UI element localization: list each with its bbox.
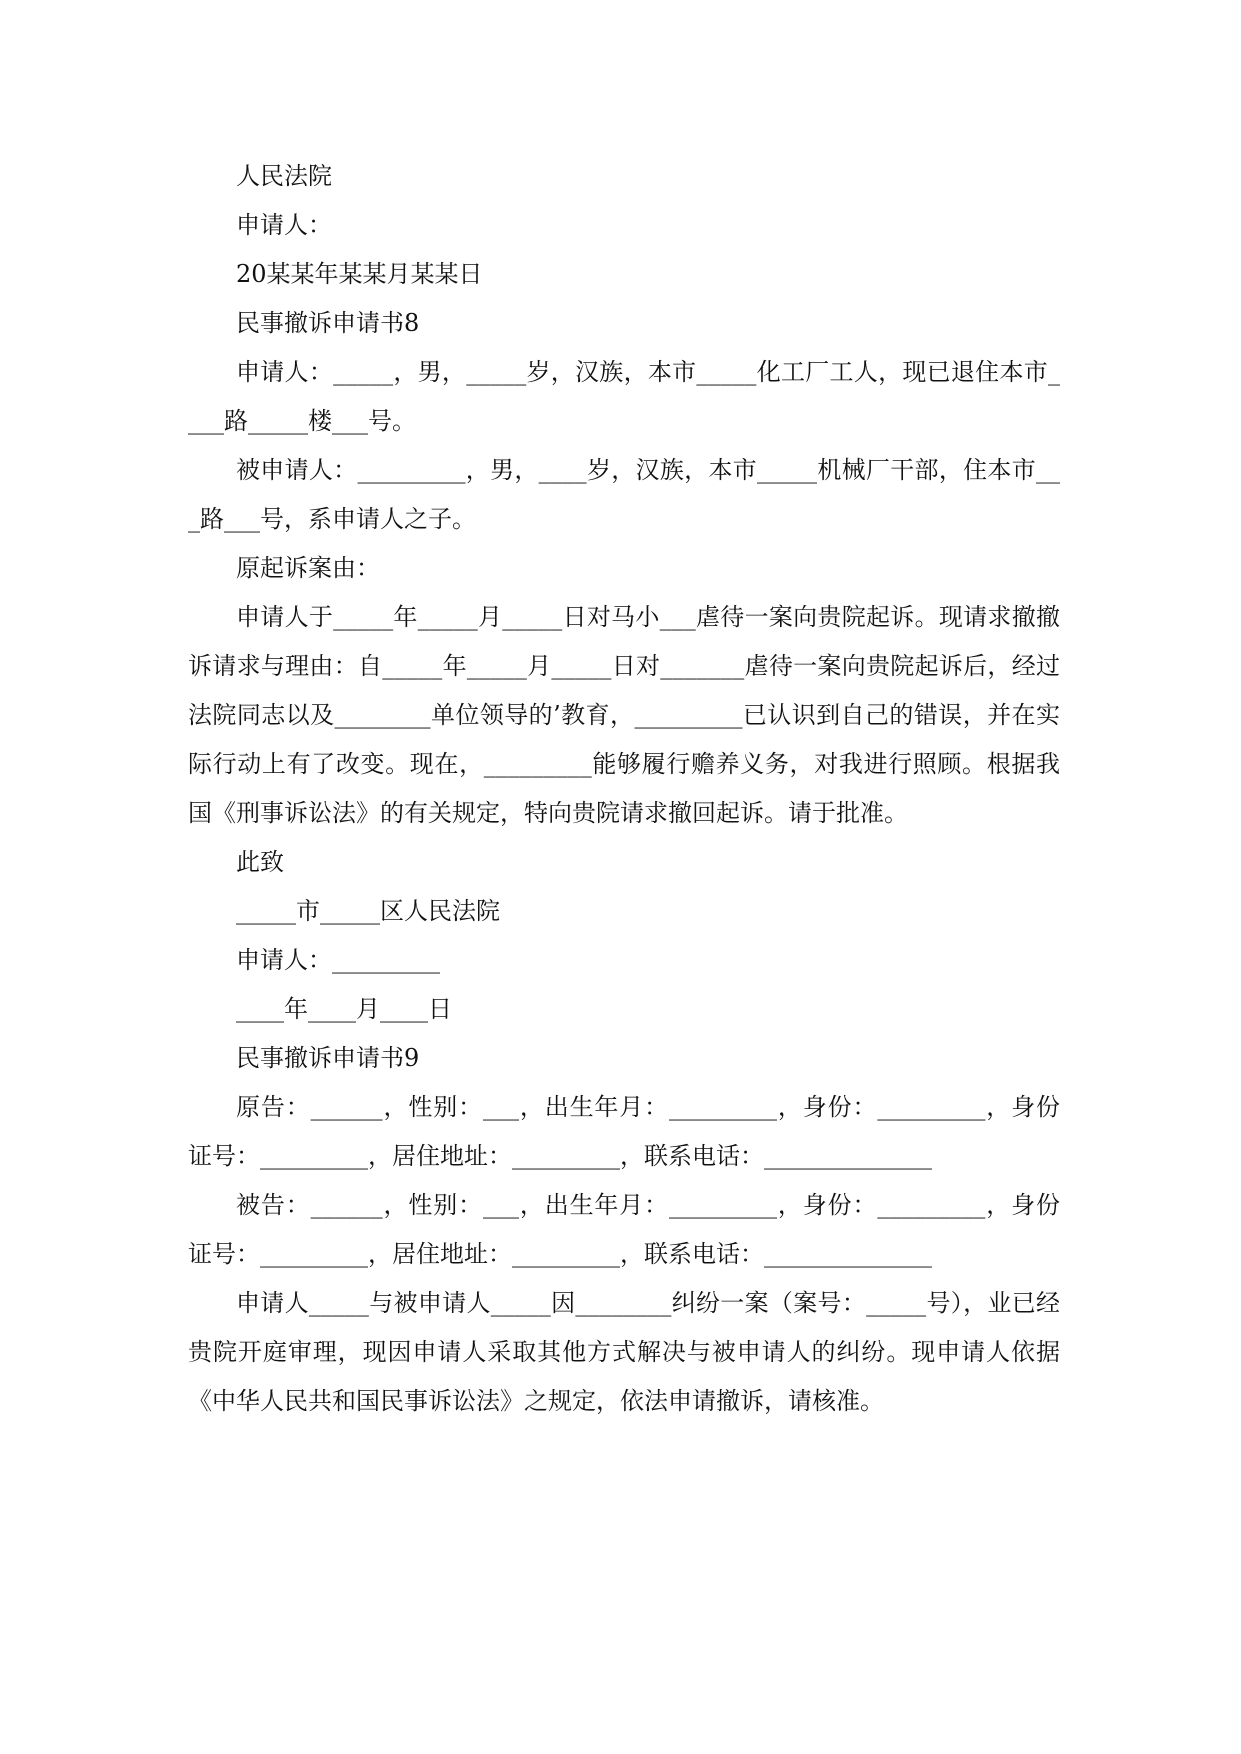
section-title-9: 民事撤诉申请书9 (236, 1044, 420, 1072)
plaintiff-info: 原告：______，性别：___，出生年月：_________，身份：_________，身份证号：_________，居住地址：_________，联系电话：______________ (188, 1093, 1060, 1170)
withdrawal-request: 申请人_____与被申请人_____因________纠纷一案（案号：_____号），业已经贵院开庭审理，现因申请人采取其他方式解决与被申请人的纠纷。现申请人依据《中华人民共和国民事诉讼法》之规定，依法申请撤诉，请核准。 (188, 1289, 1060, 1415)
section-title-8: 民事撤诉申请书8 (236, 309, 420, 337)
applicant-info: 申请人：_____，男，_____岁，汉族，本市_____化工厂工人，现已退住本市____路_____楼___号。 (188, 358, 1060, 435)
respondent-info: 被申请人：_________，男，____岁，汉族，本市_____机械厂干部，住本市___路___号，系申请人之子。 (188, 456, 1060, 533)
applicant-sign-line: 申请人：_________ (236, 946, 440, 974)
date-line: 20某某年某某月某某日 (236, 260, 483, 288)
salutation: 此致 (236, 848, 284, 876)
document-page (188, 152, 1060, 1426)
applicant-signature-line: 申请人： (236, 211, 332, 239)
withdrawal-reason: 申请人于_____年_____月_____日对马小___虐待一案向贵院起诉。现请求撤撤诉请求与理由：自_____年_____月_____日对_______虐待一案向贵院起诉后，经过法院同志以及________单位领导的’教育，_________已认识到自己的错误，并在实际行动上有了改变。现在，_________能够履行赡养义务，对我进行照顾。根据我国《刑事诉讼法》的有关规定，特向贵院请求撤回起诉。请于批准。 (188, 603, 1060, 827)
original-case-heading: 原起诉案由： (236, 554, 380, 582)
defendant-info: 被告：______，性别：___，出生年月：_________，身份：_________，身份证号：_________，居住地址：_________，联系电话：______________ (188, 1191, 1060, 1268)
sign-date-line: ____年____月____日 (236, 995, 452, 1023)
court-name-line: 人民法院 (236, 162, 332, 190)
court-address-line: _____市_____区人民法院 (236, 897, 500, 925)
